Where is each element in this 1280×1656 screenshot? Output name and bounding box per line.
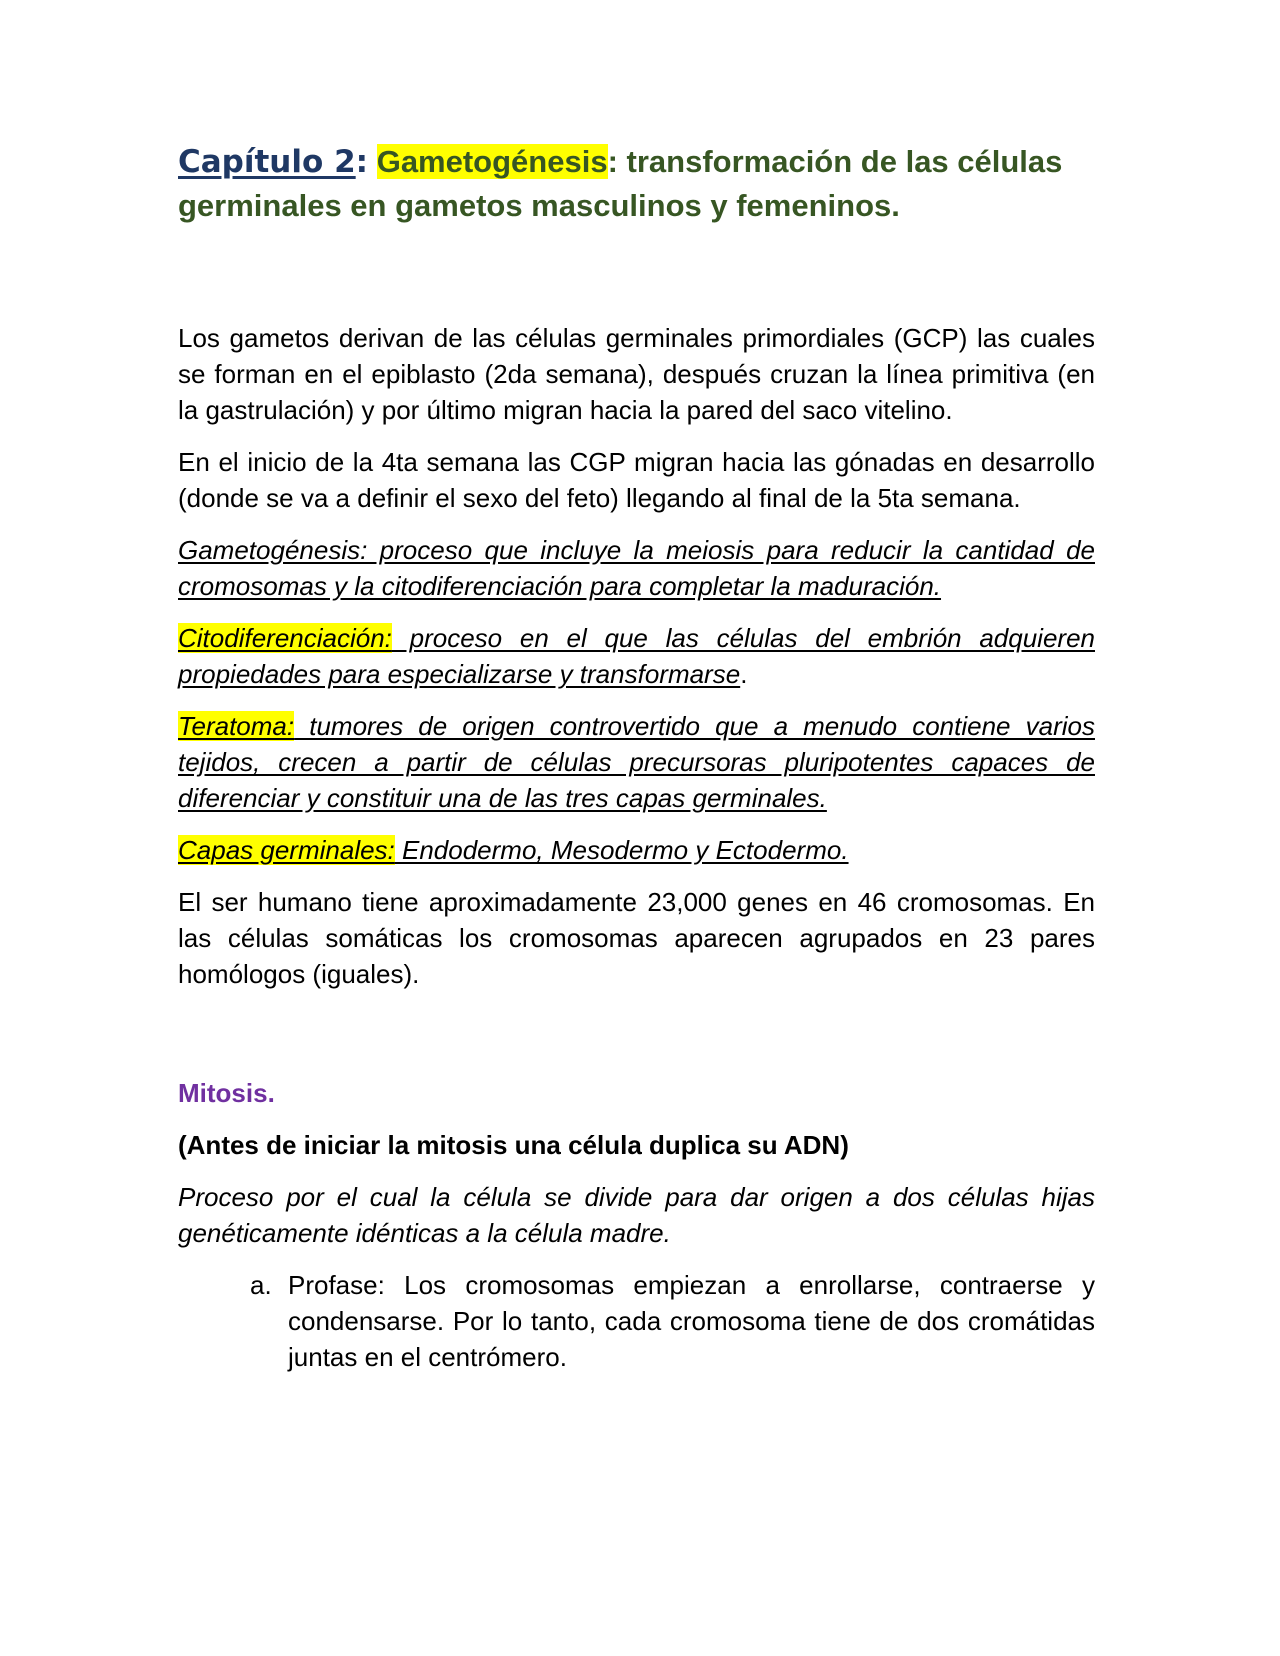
mitosis-phase-list <box>178 1267 1095 1375</box>
term-citodiferenciacion: Citodiferenciación: <box>178 623 392 653</box>
definition-teratoma <box>178 708 1095 816</box>
term-capas-germinales: Capas germinales: <box>178 835 395 865</box>
chapter-colon: : <box>355 144 369 180</box>
section-heading-mitosis: Mitosis. <box>178 1078 275 1108</box>
text-citodiferenciacion: proceso en el que las células del embrión adquieren propiedades para especializarse y transformarse <box>178 623 1095 689</box>
mitosis-note: (Antes de iniciar la mitosis una célula duplica su ADN) <box>178 1130 849 1160</box>
paragraph-genes: El ser humano tiene aproximadamente 23,000 genes en 46 cromosomas. En las células somáticas los cromosomas aparecen agrupados en 23 pares homólogos (iguales). <box>178 887 1095 989</box>
paragraph-cgp-migration: En el inicio de la 4ta semana las CGP migran hacia las gónadas en desarrollo (donde se va a definir el sexo del feto) llegando al final de la 5ta semana. <box>178 447 1095 513</box>
paragraph-gametos: Los gametos derivan de las células germinales primordiales (GCP) las cuales se forman en el epiblasto (2da semana), después cruzan la línea primitiva (en la gastrulación) y por último migran hacia la pared del saco vitelino. <box>178 323 1095 425</box>
mitosis-definition: Proceso por el cual la célula se divide para dar origen a dos células hijas genéticamente idénticas a la célula madre. <box>178 1182 1095 1248</box>
term-teratoma: Teratoma: <box>178 711 295 741</box>
definition-gametogenesis: Gametogénesis: proceso que incluye la meiosis para reducir la cantidad de cromosomas y la citodiferenciación para completar la maduración. <box>178 535 1095 601</box>
definition-citodiferenciacion <box>178 620 1095 692</box>
text-teratoma: tumores de origen controvertido que a menudo contiene varios tejidos, crecen a partir de células precursoras pluripotentes capaces de diferenciar y constituir una de las tres capas germinales. <box>178 711 1095 813</box>
text-capas-germinales: Endodermo, Mesodermo y Ectodermo. <box>394 835 849 865</box>
chapter-label: Capítulo 2 <box>178 144 356 180</box>
chapter-title <box>178 140 1095 227</box>
list-item <box>250 1267 1095 1375</box>
period: . <box>740 659 748 689</box>
title-topic-highlight: Gametogénesis <box>376 144 608 179</box>
title-rest: : transformación de las células germinales en gametos masculinos y femeninos. <box>178 144 1063 223</box>
document-page <box>178 140 1095 1375</box>
list-marker: a. <box>250 1270 272 1300</box>
definition-capas-germinales <box>178 832 1095 868</box>
list-item-text: Profase: Los cromosomas empiezan a enrollarse, contraerse y condensarse. Por lo tanto, cada cromosoma tiene de dos cromátidas juntas en el centrómero. <box>288 1270 1095 1372</box>
